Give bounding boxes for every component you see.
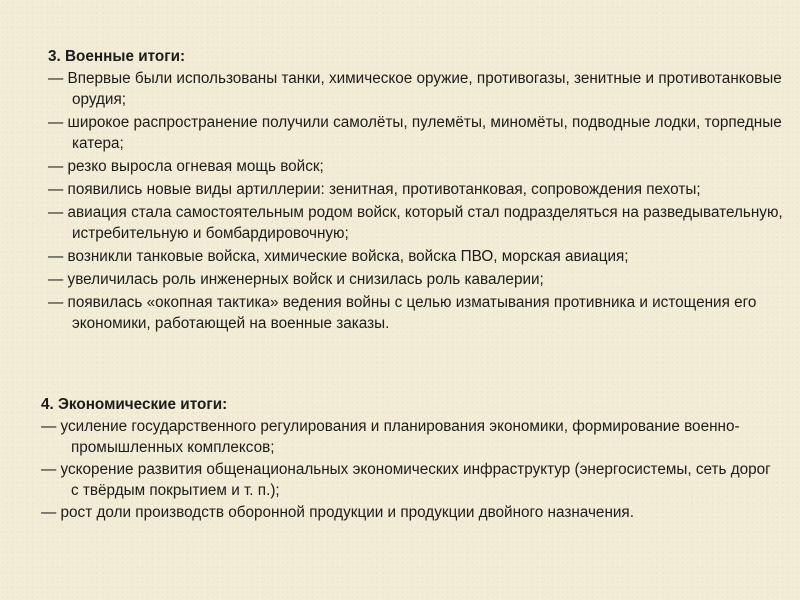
economic-results-heading: 4. Экономические итоги: (41, 396, 228, 413)
military-results-heading: 3. Военные итоги: (48, 48, 186, 65)
economic-item: — ускорение развития общенациональных экономических инфраструктур (энергосистемы, сеть дорог с твёрдым покрытием и т. п.); (41, 461, 771, 499)
military-item: — авиация стала самостоятельным родом войск, который стал подразделяться на разведывательную, истребительную и бомбардировочную; (48, 204, 783, 242)
military-item: — появилась «окопная тактика» ведения войны с целью изматывания противника и истощения его экономики, работающей на военные заказы. (48, 294, 757, 332)
military-results-section (48, 46, 783, 336)
economic-item: — рост доли производств оборонной продукции и продукции двойного назначения. (41, 504, 634, 521)
military-item: — Впервые были использованы танки, химическое оружие, противогазы, зенитные и противотанковые орудия; (48, 70, 782, 108)
military-item: — появились новые виды артиллерии: зенитная, противотанковая, сопровождения пехоты; (48, 181, 701, 198)
military-item: — резко выросла огневая мощь войск; (48, 158, 324, 175)
military-item: — возникли танковые войска, химические войска, войска ПВО, морская авиация; (48, 248, 629, 265)
military-item: — широкое распространение получили самолёты, пулемёты, миномёты, подводные лодки, торпедные катера; (48, 114, 782, 152)
military-item: — увеличилась роль инженерных войск и снизилась роль кавалерии; (48, 271, 544, 288)
economic-item: — усиление государственного регулирования и планирования экономики, формирование военно-промышленных комплексов; (41, 418, 740, 456)
economic-results-section (41, 394, 781, 524)
